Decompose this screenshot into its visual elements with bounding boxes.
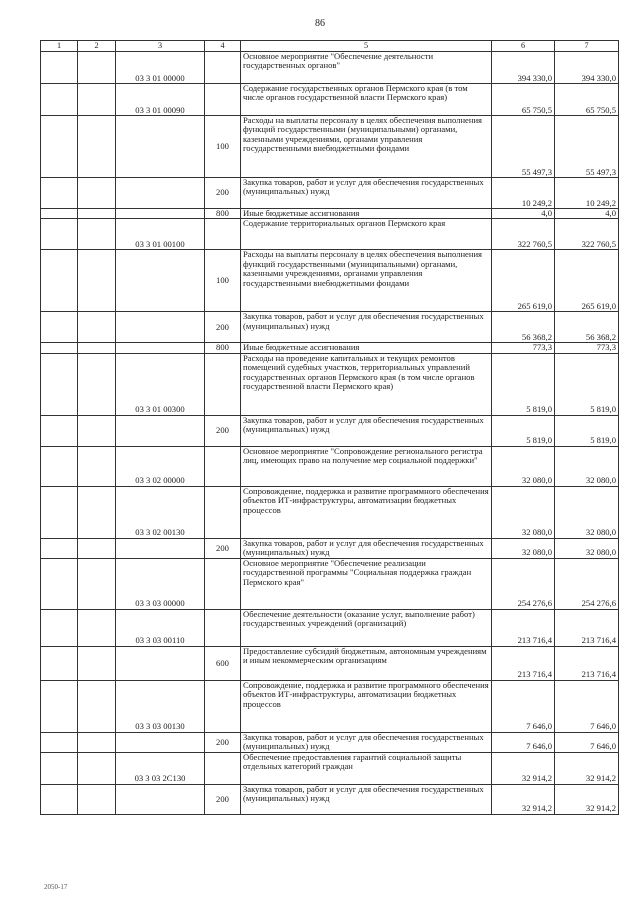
cell-amount-1: 5 819,0: [492, 415, 555, 446]
col-header-2: 2: [78, 41, 116, 52]
table-row: [41, 609, 619, 646]
cell-amount-2: 213 716,4: [555, 646, 619, 680]
cell-expense-type: 200: [205, 415, 241, 446]
table-row: [41, 784, 619, 814]
cell-amount-2: 394 330,0: [555, 52, 619, 84]
col-header-7: 7: [555, 41, 619, 52]
cell-target-code: 03 3 03 00110: [116, 609, 205, 646]
cell-col-2: [78, 446, 116, 486]
cell-expense-type: 100: [205, 250, 241, 312]
cell-name: Обеспечение предоставления гарантий социальной защиты отдельных категорий граждан: [241, 752, 492, 784]
table-row: [41, 486, 619, 538]
page-number: 86: [315, 18, 325, 29]
cell-col-1: [41, 446, 78, 486]
cell-col-1: [41, 116, 78, 178]
cell-expense-type: 200: [205, 784, 241, 814]
table-row: [41, 446, 619, 486]
cell-col-1: [41, 646, 78, 680]
cell-col-1: [41, 558, 78, 609]
table-row: [41, 116, 619, 178]
table-row: [41, 250, 619, 312]
cell-amount-1: 773,3: [492, 343, 555, 353]
cell-col-2: [78, 343, 116, 353]
cell-amount-2: 7 646,0: [555, 680, 619, 732]
cell-amount-2: 32 914,2: [555, 752, 619, 784]
col-header-4: 4: [205, 41, 241, 52]
cell-amount-1: 213 716,4: [492, 646, 555, 680]
cell-name: Содержание территориальных органов Пермского края: [241, 219, 492, 250]
cell-amount-2: 56 368,2: [555, 312, 619, 343]
cell-amount-1: 55 497,3: [492, 116, 555, 178]
cell-col-1: [41, 219, 78, 250]
table-row: [41, 52, 619, 84]
cell-expense-type: 200: [205, 538, 241, 558]
cell-col-2: [78, 353, 116, 415]
cell-target-code: [116, 116, 205, 178]
cell-name: Закупка товаров, работ и услуг для обеспечения государственных (муниципальных) нужд: [241, 178, 492, 209]
cell-amount-1: 265 619,0: [492, 250, 555, 312]
cell-amount-1: 4,0: [492, 209, 555, 219]
cell-name: Закупка товаров, работ и услуг для обеспечения государственных (муниципальных) нужд: [241, 415, 492, 446]
cell-name: Закупка товаров, работ и услуг для обеспечения государственных (муниципальных) нужд: [241, 312, 492, 343]
cell-amount-1: 32 914,2: [492, 752, 555, 784]
cell-col-2: [78, 752, 116, 784]
cell-amount-1: 32 080,0: [492, 446, 555, 486]
cell-amount-1: 7 646,0: [492, 680, 555, 732]
cell-col-1: [41, 752, 78, 784]
footer-code: 2050-17: [44, 883, 68, 891]
cell-col-1: [41, 84, 78, 116]
cell-name: Сопровождение, поддержка и развитие программного обеспечения объектов ИТ-инфраструктуры, автоматизации бюджетных процессов: [241, 486, 492, 538]
cell-col-2: [78, 52, 116, 84]
cell-name: Расходы на выплаты персоналу в целях обеспечения выполнения функций государственными (муниципальными) органами, казенными учреждениями, органами управления государственными внебюджетными фондами: [241, 116, 492, 178]
cell-amount-2: 322 760,5: [555, 219, 619, 250]
cell-col-2: [78, 784, 116, 814]
cell-col-1: [41, 312, 78, 343]
cell-amount-1: 32 080,0: [492, 538, 555, 558]
cell-col-1: [41, 784, 78, 814]
cell-target-code: 03 3 03 2С130: [116, 752, 205, 784]
cell-col-1: [41, 486, 78, 538]
cell-name: Закупка товаров, работ и услуг для обеспечения государственных (муниципальных) нужд: [241, 784, 492, 814]
cell-col-1: [41, 250, 78, 312]
cell-expense-type: [205, 486, 241, 538]
cell-target-code: 03 3 03 00000: [116, 558, 205, 609]
cell-name: Закупка товаров, работ и услуг для обеспечения государственных (муниципальных) нужд: [241, 538, 492, 558]
table-row: [41, 646, 619, 680]
cell-amount-2: 7 646,0: [555, 732, 619, 752]
cell-col-1: [41, 343, 78, 353]
cell-col-2: [78, 415, 116, 446]
cell-target-code: [116, 312, 205, 343]
cell-name: Иные бюджетные ассигнования: [241, 209, 492, 219]
cell-amount-2: 265 619,0: [555, 250, 619, 312]
cell-amount-2: 773,3: [555, 343, 619, 353]
cell-target-code: 03 3 02 00130: [116, 486, 205, 538]
cell-name: Основное мероприятие "Обеспечение реализации государственной программы "Социальная поддержка граждан Пермского края": [241, 558, 492, 609]
cell-amount-1: 213 716,4: [492, 609, 555, 646]
cell-expense-type: [205, 52, 241, 84]
cell-name: Иные бюджетные ассигнования: [241, 343, 492, 353]
cell-amount-2: 5 819,0: [555, 353, 619, 415]
cell-col-2: [78, 538, 116, 558]
col-header-6: 6: [492, 41, 555, 52]
cell-expense-type: 200: [205, 178, 241, 209]
table-row: [41, 312, 619, 343]
cell-amount-2: 213 716,4: [555, 609, 619, 646]
cell-name: Сопровождение, поддержка и развитие программного обеспечения объектов ИТ-инфраструктуры, автоматизации бюджетных процессов: [241, 680, 492, 732]
table-row: [41, 209, 619, 219]
cell-target-code: [116, 784, 205, 814]
table-row: [41, 415, 619, 446]
cell-expense-type: [205, 680, 241, 732]
table-row: [41, 219, 619, 250]
cell-target-code: [116, 415, 205, 446]
cell-amount-2: 4,0: [555, 209, 619, 219]
cell-amount-1: 32 080,0: [492, 486, 555, 538]
cell-col-2: [78, 486, 116, 538]
cell-col-2: [78, 84, 116, 116]
cell-expense-type: 200: [205, 732, 241, 752]
cell-col-1: [41, 178, 78, 209]
cell-expense-type: 100: [205, 116, 241, 178]
cell-col-1: [41, 538, 78, 558]
cell-amount-2: 32 914,2: [555, 784, 619, 814]
cell-col-2: [78, 558, 116, 609]
cell-name: Содержание государственных органов Пермского края (в том числе органов государственной власти Пермского края): [241, 84, 492, 116]
cell-name: Закупка товаров, работ и услуг для обеспечения государственных (муниципальных) нужд: [241, 732, 492, 752]
col-header-5: 5: [241, 41, 492, 52]
cell-name: Основное мероприятие "Обеспечение деятельности государственных органов": [241, 52, 492, 84]
cell-expense-type: [205, 446, 241, 486]
cell-expense-type: [205, 353, 241, 415]
cell-name: Обеспечение деятельности (оказание услуг, выполнение работ) государственных учреждений (организаций): [241, 609, 492, 646]
cell-amount-1: 32 914,2: [492, 784, 555, 814]
cell-amount-2: 32 080,0: [555, 486, 619, 538]
cell-target-code: 03 3 01 00300: [116, 353, 205, 415]
cell-col-2: [78, 680, 116, 732]
table-row: [41, 732, 619, 752]
cell-name: Расходы на проведение капитальных и текущих ремонтов помещений судебных участков, территориальных управлений государственных органов Пермского края (в том числе органов государственной власти Пермского края): [241, 353, 492, 415]
cell-expense-type: [205, 219, 241, 250]
cell-col-1: [41, 209, 78, 219]
cell-col-2: [78, 646, 116, 680]
cell-amount-2: 32 080,0: [555, 446, 619, 486]
cell-expense-type: 200: [205, 312, 241, 343]
cell-expense-type: [205, 752, 241, 784]
cell-col-2: [78, 609, 116, 646]
cell-target-code: [116, 732, 205, 752]
col-header-1: 1: [41, 41, 78, 52]
cell-name: Расходы на выплаты персоналу в целях обеспечения выполнения функций государственными (муниципальными) органами, казенными учреждениями, органами управления государственными внебюджетными фондами: [241, 250, 492, 312]
cell-amount-1: 322 760,5: [492, 219, 555, 250]
cell-col-2: [78, 178, 116, 209]
table-row: [41, 538, 619, 558]
cell-col-1: [41, 732, 78, 752]
col-header-3: 3: [116, 41, 205, 52]
cell-expense-type: [205, 609, 241, 646]
cell-amount-2: 32 080,0: [555, 538, 619, 558]
cell-col-1: [41, 353, 78, 415]
cell-col-2: [78, 219, 116, 250]
cell-amount-1: 56 368,2: [492, 312, 555, 343]
cell-amount-2: 10 249,2: [555, 178, 619, 209]
table-row: [41, 84, 619, 116]
table-row: [41, 353, 619, 415]
cell-col-1: [41, 52, 78, 84]
table-row: [41, 343, 619, 353]
cell-amount-2: 5 819,0: [555, 415, 619, 446]
table-row: [41, 680, 619, 732]
cell-amount-1: 5 819,0: [492, 353, 555, 415]
cell-target-code: 03 3 01 00090: [116, 84, 205, 116]
cell-expense-type: 600: [205, 646, 241, 680]
budget-table: [40, 40, 619, 815]
table-row: [41, 752, 619, 784]
cell-col-2: [78, 250, 116, 312]
cell-target-code: [116, 646, 205, 680]
cell-target-code: [116, 343, 205, 353]
cell-expense-type: [205, 558, 241, 609]
cell-col-2: [78, 116, 116, 178]
cell-target-code: 03 3 03 00130: [116, 680, 205, 732]
cell-amount-2: 55 497,3: [555, 116, 619, 178]
cell-name: Основное мероприятие "Сопровождение регионального регистра лиц, имеющих право на получение мер социальной поддержки": [241, 446, 492, 486]
cell-expense-type: 800: [205, 209, 241, 219]
cell-amount-1: 254 276,6: [492, 558, 555, 609]
header-row: [41, 41, 619, 52]
cell-col-1: [41, 609, 78, 646]
cell-amount-2: 65 750,5: [555, 84, 619, 116]
cell-name: Предоставление субсидий бюджетным, автономным учреждениям и иным некоммерческим организациям: [241, 646, 492, 680]
cell-target-code: [116, 250, 205, 312]
cell-target-code: 03 3 02 00000: [116, 446, 205, 486]
cell-col-1: [41, 415, 78, 446]
cell-target-code: [116, 209, 205, 219]
cell-target-code: [116, 178, 205, 209]
cell-expense-type: 800: [205, 343, 241, 353]
table-row: [41, 558, 619, 609]
cell-target-code: 03 3 01 00000: [116, 52, 205, 84]
cell-col-2: [78, 312, 116, 343]
cell-amount-2: 254 276,6: [555, 558, 619, 609]
cell-target-code: [116, 538, 205, 558]
table-row: [41, 178, 619, 209]
cell-amount-1: 394 330,0: [492, 52, 555, 84]
cell-amount-1: 7 646,0: [492, 732, 555, 752]
cell-amount-1: 10 249,2: [492, 178, 555, 209]
cell-expense-type: [205, 84, 241, 116]
cell-target-code: 03 3 01 00100: [116, 219, 205, 250]
cell-amount-1: 65 750,5: [492, 84, 555, 116]
cell-col-2: [78, 209, 116, 219]
cell-col-1: [41, 680, 78, 732]
cell-col-2: [78, 732, 116, 752]
